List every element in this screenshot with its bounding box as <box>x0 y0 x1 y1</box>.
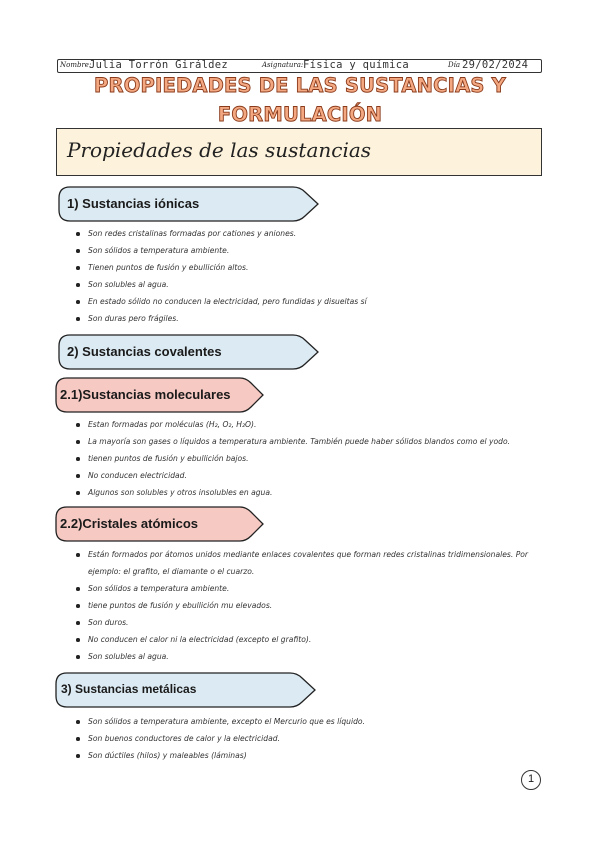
subject-label: Asignatura: <box>262 61 304 69</box>
list-item: Son solubles al agua. <box>74 648 534 665</box>
list-item: Tienen puntos de fusión y ebullición altos. <box>74 259 534 276</box>
section-cristales-banner <box>55 506 265 542</box>
header-bar <box>57 59 542 73</box>
list-item: Algunos son solubles y otros insolubles en agua. <box>74 484 544 501</box>
list-item: Son sólidos a temperatura ambiente. <box>74 580 534 597</box>
list-item: Son dúctiles (hilos) y maleables (láminas) <box>74 747 534 764</box>
main-title-line2: FORMULACIÓN <box>217 103 383 126</box>
list-item: Son sólidos a temperatura ambiente, excepto el Mercurio que es líquido. <box>74 713 534 730</box>
main-title-line1: PROPIEDADES DE LAS SUSTANCIAS Y <box>94 74 506 97</box>
section-ionicas-banner <box>58 186 320 222</box>
section-heading: 1) Sustancias iónicas <box>67 196 200 211</box>
subtitle-text: Propiedades de las sustancias <box>67 138 372 162</box>
section-moleculares-list <box>74 416 544 501</box>
list-item: Son buenos conductores de calor y la electricidad. <box>74 730 534 747</box>
list-item: tiene puntos de fusión y ebullición mu elevados. <box>74 597 534 614</box>
section-metalicas-list <box>74 713 534 764</box>
section-ionicas-list <box>74 225 534 327</box>
date-value: 29/02/2024 <box>462 59 529 71</box>
list-item: Son redes cristalinas formadas por cationes y aniones. <box>74 225 534 242</box>
name-value: Julia Torrón Giráldez <box>89 59 229 71</box>
list-item: Son duras pero frágiles. <box>74 310 534 327</box>
list-item: Están formados por átomos unidos mediante enlaces covalentes que forman redes cristalinas tridimensionales. Por ejemplo: el grafito, el diamante o el cuarzo. <box>74 546 534 580</box>
name-label: Nombre: <box>60 61 92 69</box>
page-number: 1 <box>521 770 541 790</box>
list-item: Son sólidos a temperatura ambiente. <box>74 242 534 259</box>
list-item: tienen puntos de fusión y ebullición bajos. <box>74 450 544 467</box>
subject-value: Física y química <box>303 59 409 71</box>
list-item: No conducen el calor ni la electricidad (excepto el grafito). <box>74 631 534 648</box>
section-covalentes-banner <box>58 334 320 370</box>
list-item: La mayoría son gases o líquidos a temperatura ambiente. También puede haber sólidos blandos como el yodo. <box>74 433 544 450</box>
list-item: Son duros. <box>74 614 534 631</box>
list-item: No conducen electricidad. <box>74 467 544 484</box>
list-item: Estan formadas por moléculas (H₂, O₂, H₂O). <box>74 416 544 433</box>
section-metalicas-banner <box>55 672 317 708</box>
section-cristales-list <box>74 546 534 665</box>
subtitle-box <box>56 128 542 176</box>
list-item: Son solubles al agua. <box>74 276 534 293</box>
list-item: En estado sólido no conducen la electricidad, pero fundidas y disueltas sí <box>74 293 534 310</box>
section-heading: 3) Sustancias metálicas <box>61 682 197 696</box>
section-heading: 2.1)Sustancias moleculares <box>60 387 231 402</box>
section-moleculares-banner <box>55 377 265 413</box>
section-heading: 2) Sustancias covalentes <box>67 344 222 359</box>
date-label: Día <box>448 61 461 69</box>
section-heading: 2.2)Cristales atómicos <box>60 516 199 531</box>
